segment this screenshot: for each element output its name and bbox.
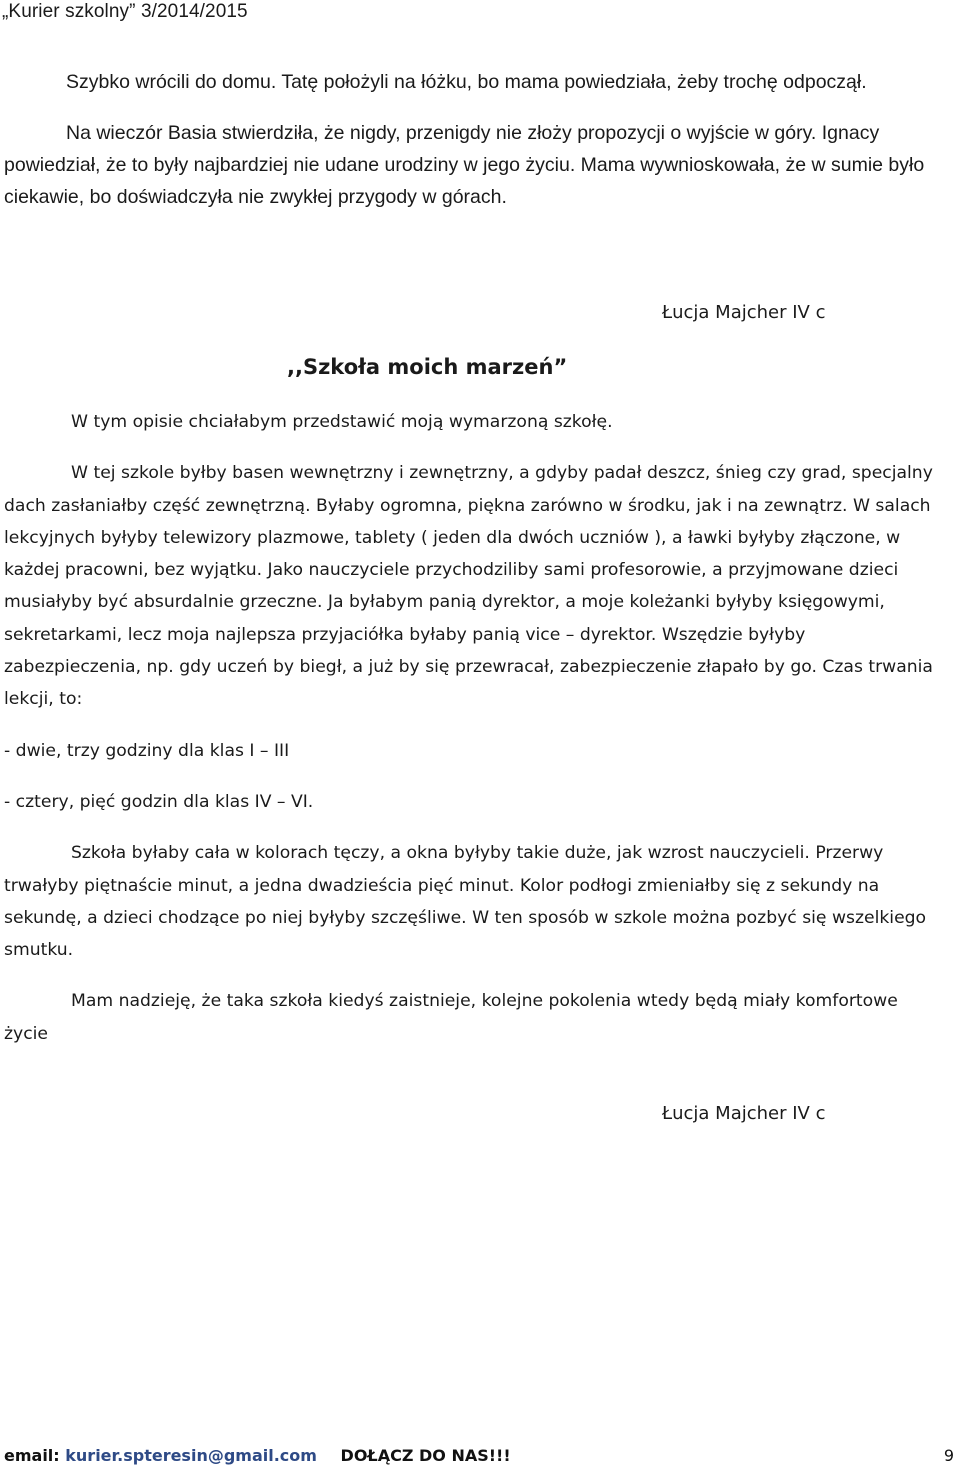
story-author-signature: Łucja Majcher IV c (662, 302, 826, 323)
newsletter-header (2, 0, 248, 24)
header-title: „Kurier szkolny” 3/2014/2015 (2, 1, 248, 22)
essay-list-item-1: - dwie, trzy godziny dla klas I – III (4, 740, 290, 761)
footer-email-label: email: (4, 1446, 66, 1465)
story-paragraph-2: Na wieczór Basia stwierdziła, że nigdy, przenigdy nie złoży propozycji o wyjście w góry. Ignacy powiedział, że to były najbardziej nie udane urodziny w jego życiu. Mama wywnioskowała, że w sumie było ciekawie, bo doświadczyła nie zwykłej przygody w górach. (4, 122, 925, 208)
footer-email-link[interactable]: kurier.spteresin@gmail.com (65, 1446, 317, 1465)
essay-section (4, 406, 944, 1069)
essay-intro-paragraph: W tym opisie chciałabym przedstawić moją wymarzoną szkołę. (71, 412, 613, 432)
essay-author-signature: Łucja Majcher IV c (662, 1103, 826, 1124)
page-footer (4, 1444, 956, 1468)
essay-paragraph-main: W tej szkole byłby basen wewnętrzny i zewnętrzny, a gdyby padał deszcz, śnieg czy grad, specjalny dach zasłaniałby część zewnętrzną. Byłaby ogromna, piękna zarówno w środku, jak i na zewnątrz. W salach lekcyjnych byłyby telewizory plazmowe, tablety ( jeden dla dwóch uczniów ), a ławki byłyby złączone, w każdej pracowni, bez wyjątku. Jako nauczyciele przychodziliby sami profesorowie, a przyjmowane dzieci musiałyby być absurdalnie grzeczne. Ja byłabym panią dyrektor, a moje koleżanki byłyby księgowymi, sekretarkami, lecz moja najlepsza przyjaciółka byłaby panią vice – dyrektor. Wszędzie byłyby zabezpieczenia, np. gdy uczeń by biegł, a już by się przewracał, zabezpieczenie złapało by go. Czas trwania lekcji, to: (4, 463, 933, 710)
page-number: 9 (943, 1446, 954, 1465)
story-paragraph-1: Szybko wrócili do domu. Tatę położyli na łóżku, bo mama powiedziała, żeby trochę odpoczął. (66, 71, 867, 93)
footer-join-text: DOŁĄCZ DO NAS!!! (340, 1446, 511, 1465)
essay-paragraph-colors: Szkoła byłaby cała w kolorach tęczy, a okna byłyby takie duże, jak wzrost nauczycieli. Przerwy trwałyby piętnaście minut, a jedna dwadzieścia pięć minut. Kolor podłogi zmieniałby się z sekundy na sekundę, a dzieci chodzące po niej byłyby szczęśliwe. W ten sposób w szkole można pozbyć się wszelkiego smutku. (4, 843, 927, 961)
essay-title: ,,Szkoła moich marzeń” (287, 355, 568, 379)
story-section (4, 66, 934, 232)
essay-list-item-2: - cztery, pięć godzin dla klas IV – VI. (4, 791, 314, 812)
essay-paragraph-closing: Mam nadzieję, że taka szkoła kiedyś zaistnieje, kolejne pokolenia wtedy będą miały komfortowe życie (4, 991, 898, 1044)
